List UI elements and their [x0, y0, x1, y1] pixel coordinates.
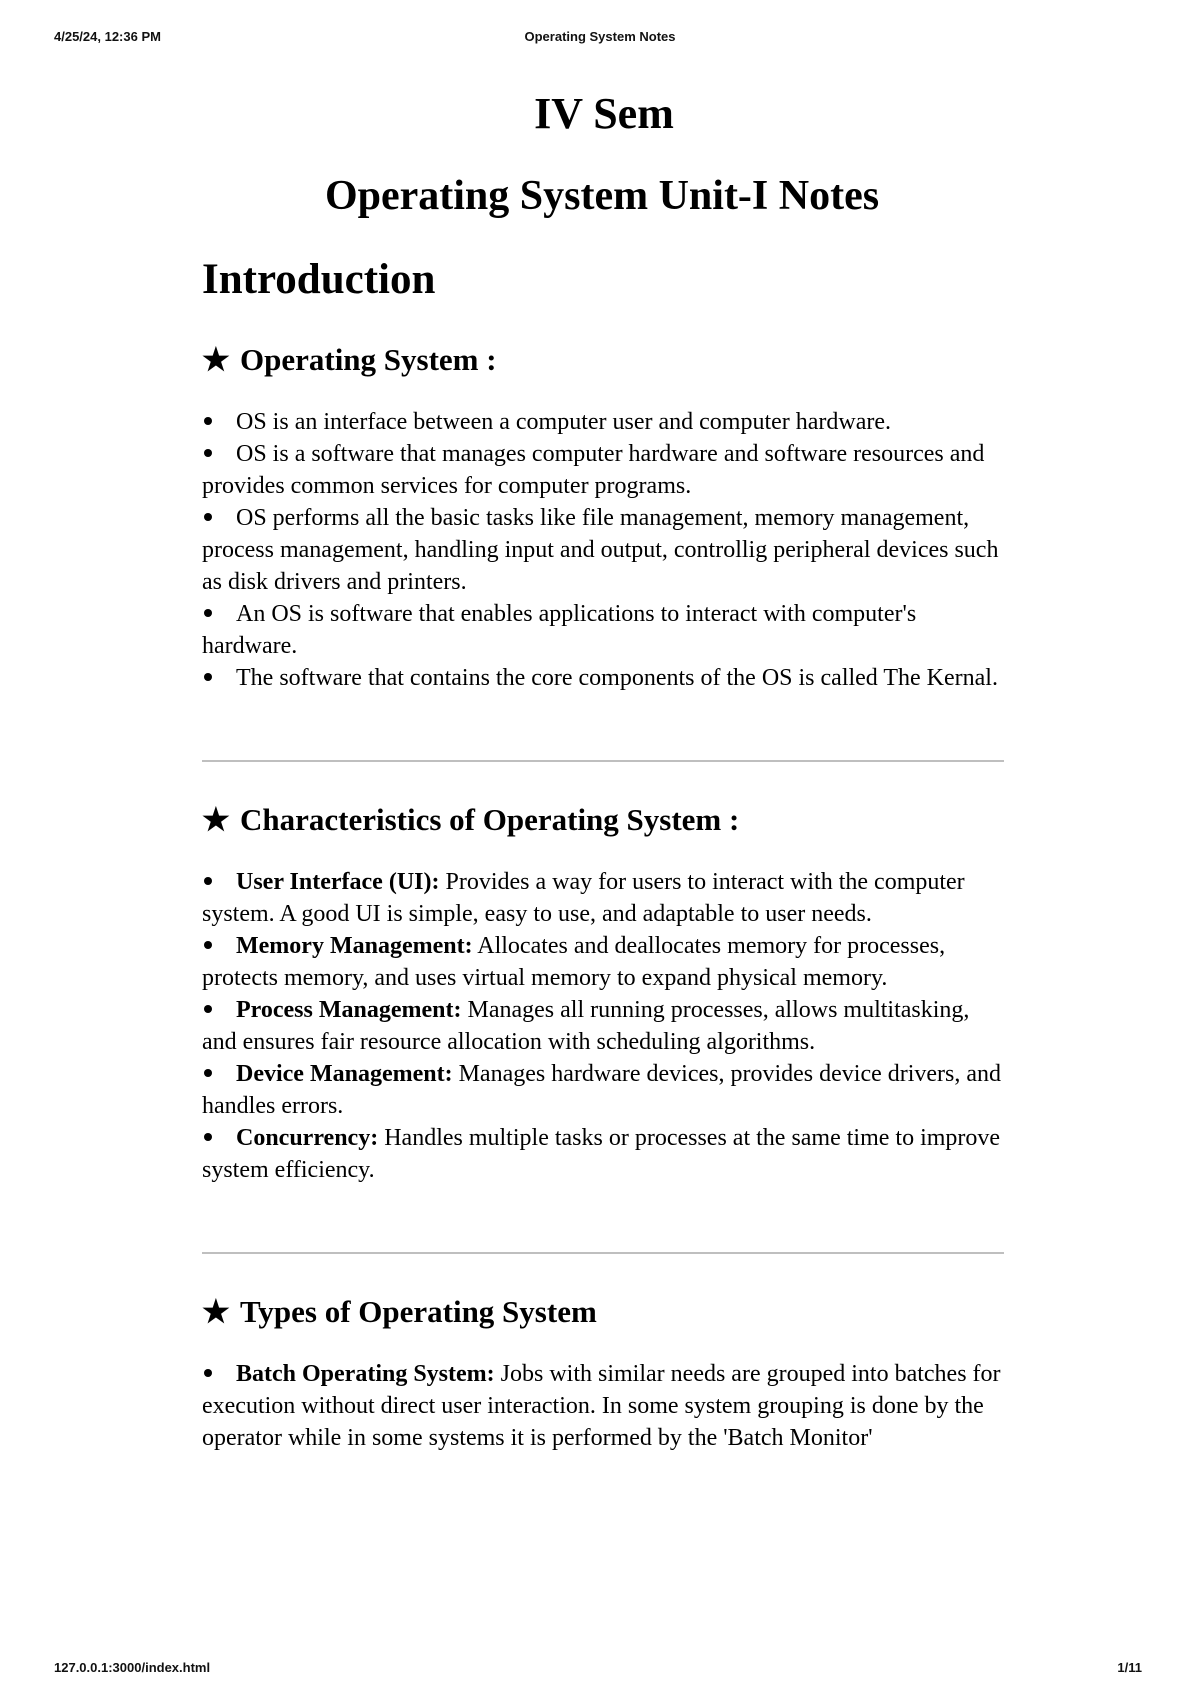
list-item: User Interface (UI): Provides a way for users to interact with the computer system. A good UI is simple, easy to use, and adaptable to user needs. — [202, 869, 965, 927]
list-item: Concurrency: Handles multiple tasks or processes at the same time to improve system efficiency. — [202, 1125, 1001, 1183]
section-heading-operating-system — [202, 340, 1002, 380]
document-body — [202, 84, 1002, 1454]
list-item: OS is a software that manages computer hardware and software resources and provides common services for computer programs. — [202, 441, 985, 499]
bullet-list — [202, 406, 1002, 694]
bullet-icon — [204, 417, 212, 425]
bullet-icon — [204, 1069, 212, 1077]
bullet-icon — [204, 941, 212, 949]
bullet-icon — [204, 609, 212, 617]
section-divider — [202, 760, 1004, 762]
list-item: OS is an interface between a computer user and computer hardware. — [202, 406, 1002, 438]
bullet-icon — [204, 673, 212, 681]
list-item: OS performs all the basic tasks like file management, memory management, process management, handling input and output, controllig peripheral devices such as disk drivers and printers. — [202, 505, 999, 595]
section-heading-types — [202, 1292, 1002, 1332]
bullet-icon — [204, 1005, 212, 1013]
section-heading-text: Operating System : — [240, 342, 497, 377]
introduction-heading: Introduction — [202, 256, 436, 303]
print-footer — [0, 1660, 1200, 1678]
bullet-icon — [204, 1369, 212, 1377]
star-icon: ★ — [202, 802, 230, 837]
list-item: An OS is software that enables applications to interact with computer's hardware. — [202, 601, 917, 659]
section-heading-text: Types of Operating System — [240, 1294, 597, 1329]
bullet-list — [202, 1358, 1002, 1454]
list-item: The software that contains the core components of the OS is called The Kernal. — [202, 662, 1002, 694]
section-heading-text: Characteristics of Operating System : — [240, 802, 740, 837]
bullet-icon — [204, 877, 212, 885]
bullet-icon — [204, 513, 212, 521]
list-item: Batch Operating System: Jobs with similar needs are grouped into batches for execution without direct user interaction. In some system grouping is done by the operator while in some systems it is performed by the 'Batch Monitor' — [202, 1361, 1001, 1451]
star-icon: ★ — [202, 1294, 230, 1329]
print-page-number: 1/11 — [1117, 1660, 1142, 1675]
list-item: Memory Management: Allocates and deallocates memory for processes, protects memory, and uses virtual memory to expand physical memory. — [202, 933, 946, 991]
semester-heading: IV Sem — [534, 89, 674, 138]
print-datetime: 4/25/24, 12:36 PM — [54, 29, 161, 44]
document-title: Operating System Unit-I Notes — [324, 173, 880, 219]
bullet-icon — [204, 449, 212, 457]
list-item: Process Management: Manages all running processes, allows multitasking, and ensures fair resource allocation with scheduling algorithms. — [202, 997, 970, 1055]
print-page-title: Operating System Notes — [524, 29, 676, 44]
print-header — [0, 29, 1200, 47]
print-url: 127.0.0.1:3000/index.html — [54, 1660, 211, 1675]
star-icon: ★ — [202, 342, 230, 377]
section-heading-characteristics — [202, 800, 1002, 840]
bullet-list — [202, 866, 1002, 1186]
list-item: Device Management: Manages hardware devices, provides device drivers, and handles errors. — [202, 1061, 1002, 1119]
section-divider — [202, 1252, 1004, 1254]
bullet-icon — [204, 1133, 212, 1141]
